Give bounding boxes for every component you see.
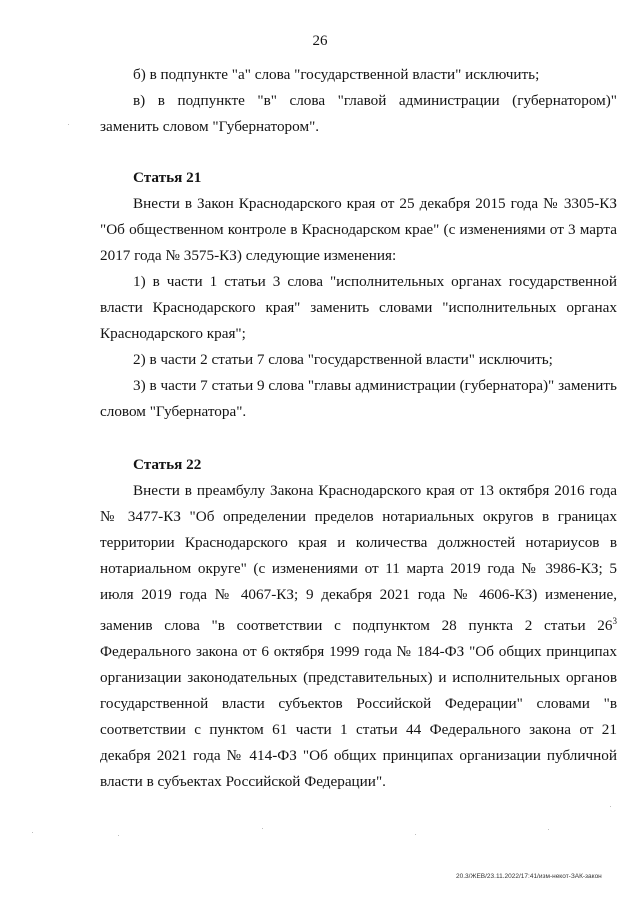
scan-speck (415, 834, 416, 835)
amendment-list-continuation (100, 62, 617, 140)
document-footer-code: 20.3/ЖЕВ/23.11.2022/17:41/изм-некот-ЗАК-закон (456, 873, 602, 880)
article-22-heading: Статья 22 (133, 456, 202, 473)
scan-speck (548, 829, 549, 830)
article-21-item-3: 3) в части 7 статьи 9 слова "главы администрации (губернатора)" заменить словом "Губернатора". (100, 377, 617, 420)
article-21-section (100, 165, 617, 425)
article-22-superscript: 3 (612, 616, 617, 626)
article-21-heading: Статья 21 (133, 169, 202, 186)
scan-speck (262, 828, 263, 829)
article-22-section (100, 452, 617, 795)
article-22-text-part-2: Федерального закона от 6 октября 1999 года № 184-ФЗ "Об общих принципах организации законодательных (представительных) и исполнительных органов государственной власти субъектов Российской Федерации" словами "в соответствии с пунктом 61 части 1 статьи 44 Федерального закона от 21 декабря 2021 года № 414-ФЗ "Об общих принципах организации публичной власти в субъектах Российской Федерации". (100, 643, 617, 791)
page-number: 26 (312, 33, 328, 49)
article-22-body (100, 478, 617, 795)
scan-speck (610, 806, 611, 807)
subitem-v-paragraph: в) в подпункте "в" слова "главой администрации (губернатором)" заменить словом "Губернатором". (100, 92, 617, 135)
article-22-text-part-1: Внести в преамбулу Закона Краснодарского края от 13 октября 2016 года № 3477-КЗ "Об определении пределов нотариальных округов в границах территории Краснодарского края и количества должностей нотариусов в нотариальном округе" (с изменениями от 11 марта 2019 года № 3986-КЗ; 5 июля 2019 года № 4067-КЗ; 9 декабря 2021 года № 4606-КЗ) изменение, заменив слова "в соответствии с подпунктом 28 пункта 2 статьи 26 (100, 482, 617, 635)
article-21-item-2: 2) в части 2 статьи 7 слова "государственной власти" исключить; (133, 351, 553, 368)
subitem-b-paragraph: б) в подпункте "а" слова "государственной власти" исключить; (133, 66, 540, 83)
article-21-intro: Внести в Закон Краснодарского края от 25 декабря 2015 года № 3305-КЗ "Об общественном контроле в Краснодарском крае" (с изменениями от 3 марта 2017 года № 3575-КЗ) следующие изменения: (100, 195, 617, 264)
article-21-item-1: 1) в части 1 статьи 3 слова "исполнительных органах государственной власти Краснодарского края" заменить словами "исполнительных органах Краснодарского края"; (100, 273, 617, 342)
scan-speck (68, 124, 69, 125)
scan-speck (32, 832, 33, 833)
scan-speck (118, 835, 119, 836)
